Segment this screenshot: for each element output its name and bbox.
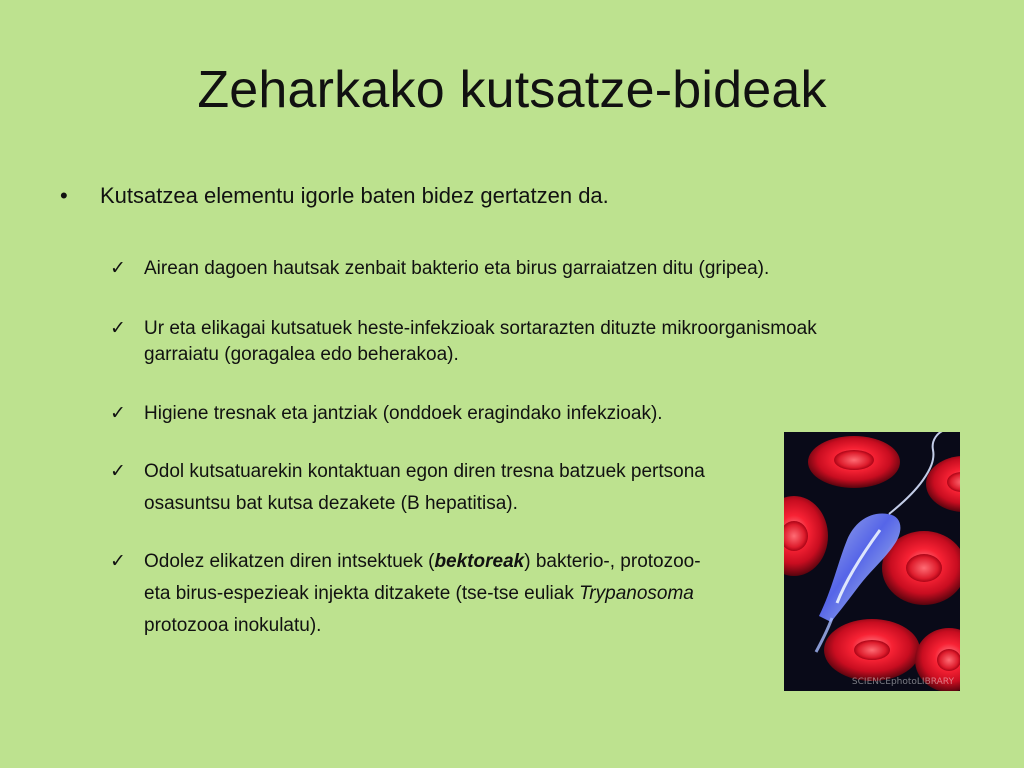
checkmark-icon: ✓ [110,403,126,424]
item-line-2: osasuntsu bat kutsa dezakete (B hepatitisa). [144,493,518,515]
item-text [144,549,770,639]
item-line-1: Ur eta elikagai kutsatuek heste-infekzioak sortarazten dituzte mikroorganismoak [144,318,817,339]
main-bullet-text: Kutsatzea elementu igorle baten bidez gertatzen da. [100,183,609,208]
item-line-1-prefix: Odolez elikatzen diren intsektuek ( [144,551,435,572]
checkmark-icon: ✓ [110,461,126,482]
bullet-dot-icon: • [60,183,68,208]
list-item [110,316,870,368]
item-line-1-suffix: ) bakterio-, protozoo- [524,551,701,572]
item-line-2-prefix: eta birus-espezieak injekta ditzakete (tse-tse euliak [144,583,580,605]
item-line-2: garraiatu (goragalea edo beherakoa). [144,344,459,366]
list-item [110,401,870,427]
item-line-2 [144,581,770,607]
item-line-1 [144,551,701,572]
list-item [110,256,870,282]
item-text [144,459,770,517]
item-line-3: protozooa inokulatu). [144,615,322,637]
main-bullet [60,183,609,209]
list-item [110,459,770,517]
item-text [144,316,870,368]
item-line-1: Odol kutsatuarekin kontaktuan egon diren tresna batzuek pertsona [144,461,705,482]
checkmark-icon: ✓ [110,318,126,339]
item-text: Airean dagoen hautsak zenbait bakterio eta birus garraiatzen ditu (gripea). [144,258,770,279]
checkmark-icon: ✓ [110,258,126,279]
bold-term: bektoreak [434,551,525,572]
blood-cell-image [784,432,960,691]
checkmark-icon: ✓ [110,551,126,572]
item-text: Higiene tresnak eta jantziak (onddoek eragindako infekzioak). [144,403,663,424]
italic-term: Trypanosoma [579,583,694,605]
list-item [110,549,770,639]
image-watermark: SCIENCEphotoLIBRARY [851,677,954,687]
blood-cell-illustration [784,432,960,691]
slide-title: Zeharkako kutsatze-bideak [197,61,827,119]
